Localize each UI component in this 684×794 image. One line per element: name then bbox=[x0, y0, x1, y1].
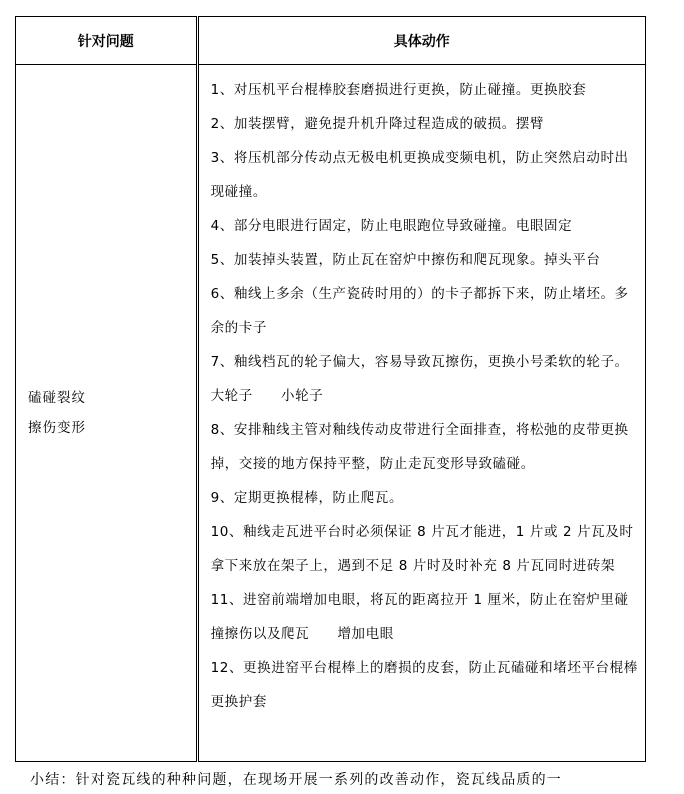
action-item: 8、安排釉线主管对釉线传动皮带进行全面排查，将松弛的皮带更换掉，交接的地方保持平整，防止走瓦变形导致磕碰。 bbox=[210, 422, 629, 472]
action-item: 4、部分电眼进行固定，防止电眼跑位导致碰撞。电眼固定 bbox=[210, 218, 573, 234]
action-item: 9、定期更换棍棒，防止爬瓦。 bbox=[210, 490, 404, 506]
table-body-row bbox=[16, 65, 646, 762]
issue-cell bbox=[16, 65, 198, 762]
action-item: 7、釉线档瓦的轮子偏大，容易导致瓦擦伤，更换小号柔软的轮子。大轮子 小轮子 bbox=[210, 354, 629, 404]
issue-item: 磕碰裂纹 bbox=[28, 390, 86, 406]
issue-item: 擦伤变形 bbox=[28, 420, 86, 436]
action-item: 1、对压机平台棍棒胶套磨损进行更换，防止碰撞。更换胶套 bbox=[210, 82, 587, 98]
header-action: 具体动作 bbox=[197, 17, 645, 65]
summary-text: 小结：针对瓷瓦线的种种问题，在现场开展一系列的改善动作，瓷瓦线品质的一 bbox=[30, 772, 562, 788]
action-item: 3、将压机部分传动点无极电机更换成变频电机，防止突然启动时出现碰撞。 bbox=[210, 150, 629, 200]
header-issue: 针对问题 bbox=[16, 17, 198, 65]
action-item: 11、进窑前端增加电眼，将瓦的距离拉开 1 厘米，防止在窑炉里碰撞擦伤以及爬瓦 增加电眼 bbox=[210, 592, 629, 642]
action-item: 6、釉线上多余（生产瓷砖时用的）的卡子都拆下来，防止堵坯。多余的卡子 bbox=[210, 286, 629, 336]
improvement-table bbox=[15, 16, 646, 762]
action-item: 2、加装摆臂，避免提升机升降过程造成的破损。摆臂 bbox=[210, 116, 545, 132]
action-item: 12、更换进窑平台棍棒上的磨损的皮套，防止瓦磕碰和堵坯平台棍棒更换护套 bbox=[210, 660, 638, 710]
action-item: 10、釉线走瓦进平台时必须保证 8 片瓦才能进，1 片或 2 片瓦及时拿下来放在架子上，遇到不足 8 片时及时补充 8 片瓦同时进砖架 bbox=[210, 524, 634, 574]
actions-cell bbox=[197, 65, 645, 762]
action-item: 5、加装掉头装置，防止瓦在窑炉中擦伤和爬瓦现象。掉头平台 bbox=[210, 252, 601, 268]
table-header-row bbox=[16, 17, 646, 65]
